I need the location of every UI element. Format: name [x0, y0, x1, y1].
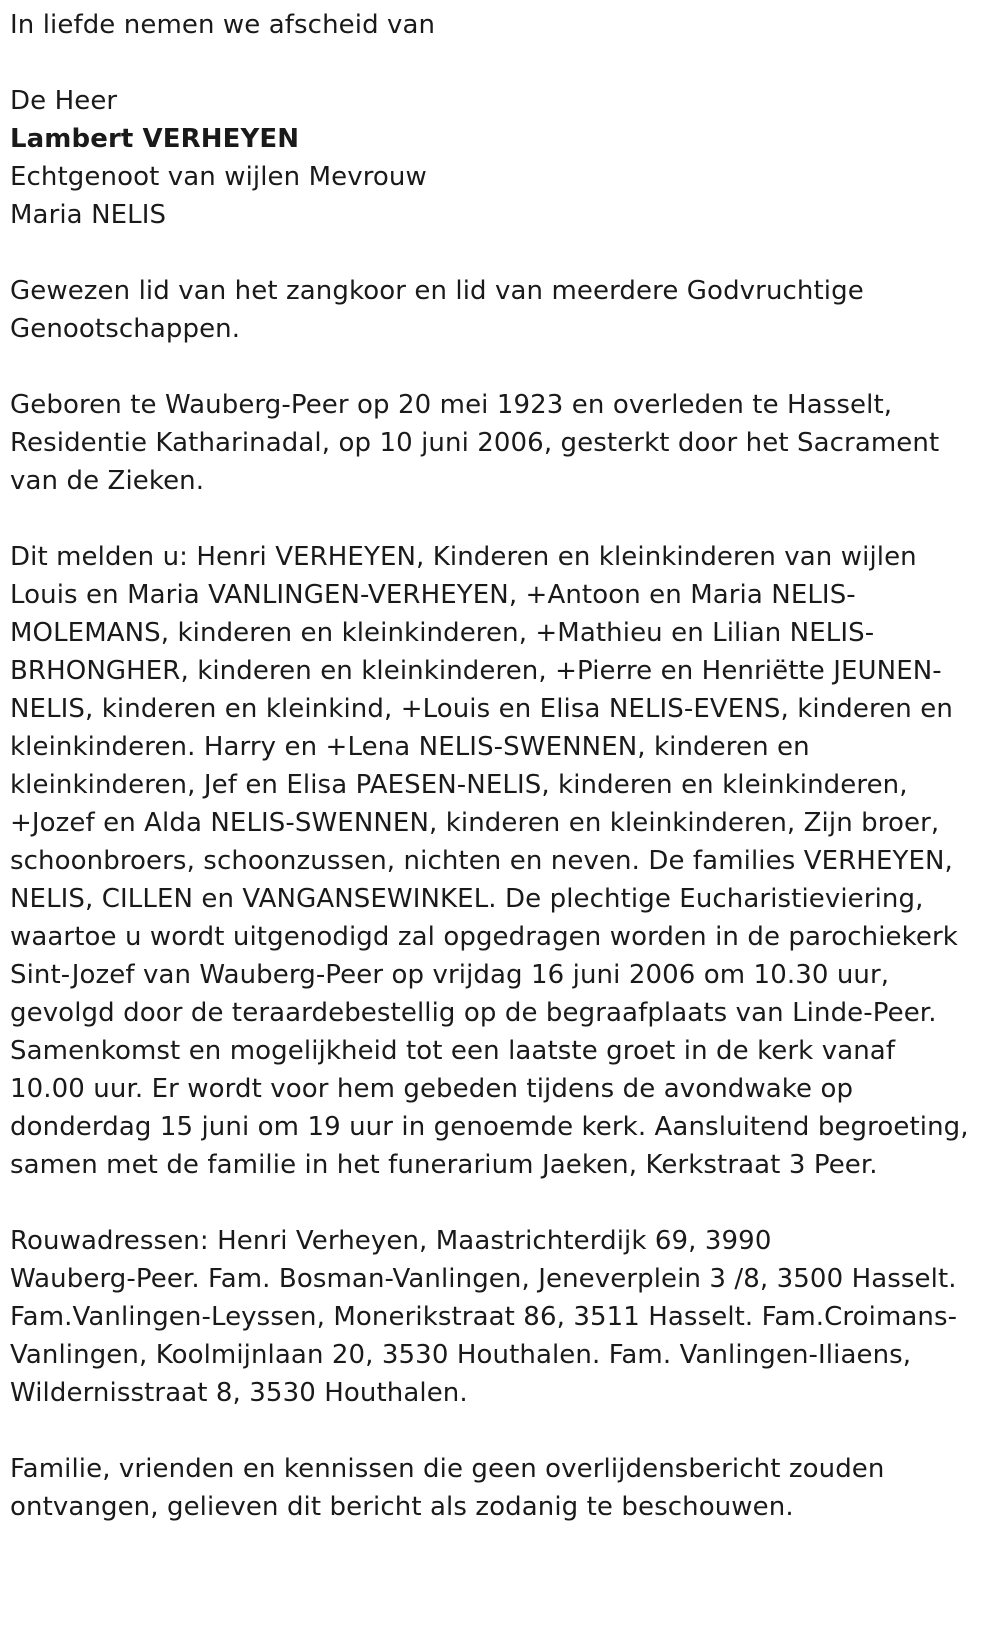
text-line: Samenkomst en mogelijkheid tot een laatste groet in de kerk vanaf: [10, 1036, 896, 1066]
text-line: kleinkinderen, Jef en Elisa PAESEN-NELIS, kinderen en kleinkinderen,: [10, 770, 908, 800]
text-line: NELIS, CILLEN en VANGANSEWINKEL. De plechtige Eucharistieviering,: [10, 884, 924, 914]
text-line: 10.00 uur. Er wordt voor hem gebeden tijdens de avondwake op: [10, 1074, 854, 1104]
closing-paragraph: [10, 1450, 990, 1526]
text-line: Sint-Jozef van Wauberg-Peer op vrijdag 16 juni 2006 om 10.30 uur,: [10, 960, 890, 990]
text-line: waartoe u wordt uitgenodigd zal opgedragen worden in de parochiekerk: [10, 922, 958, 952]
text-line: donderdag 15 juni om 19 uur in genoemde kerk. Aansluitend begroeting,: [10, 1112, 969, 1142]
text-line: samen met de familie in het funerarium Jaeken, Kerkstraat 3 Peer.: [10, 1150, 878, 1180]
spouse-line-1: Echtgenoot van wijlen Mevrouw: [10, 162, 427, 192]
text-line: Wauberg-Peer. Fam. Bosman-Vanlingen, Jeneverplein 3 /8, 3500 Hasselt.: [10, 1264, 957, 1294]
text-line: Vanlingen, Koolmijnlaan 20, 3530 Houthalen. Fam. Vanlingen-Iliaens,: [10, 1340, 912, 1370]
text-line: +Jozef en Alda NELIS-SWENNEN, kinderen en kleinkinderen, Zijn broer,: [10, 808, 940, 838]
spacer: [10, 234, 990, 272]
text-line: Rouwadressen: Henri Verheyen, Maastrichterdijk 69, 3990: [10, 1226, 772, 1256]
text-line: kleinkinderen. Harry en +Lena NELIS-SWENNEN, kinderen en: [10, 732, 810, 762]
text-line: van de Zieken.: [10, 466, 205, 496]
announcement-paragraph: [10, 538, 990, 1184]
text-line: Dit melden u: Henri VERHEYEN, Kinderen en kleinkinderen van wijlen: [10, 542, 917, 572]
spouse-line-2: Maria NELIS: [10, 200, 167, 230]
addresses-paragraph: [10, 1222, 990, 1412]
text-line: NELIS, kinderen en kleinkind, +Louis en Elisa NELIS-EVENS, kinderen en: [10, 694, 953, 724]
text-line: gevolgd door de teraardebestellig op de begraafplaats van Linde-Peer.: [10, 998, 937, 1028]
birth-death-paragraph: [10, 386, 990, 500]
spacer: [10, 348, 990, 386]
spacer: [10, 44, 990, 82]
text-line: BRHONGHER, kinderen en kleinkinderen, +Pierre en Henriëtte JEUNEN-: [10, 656, 942, 686]
membership-paragraph: [10, 272, 990, 348]
intro-text: In liefde nemen we afscheid van: [10, 10, 436, 40]
text-line: ontvangen, gelieven dit bericht als zodanig te beschouwen.: [10, 1492, 794, 1522]
title-text: De Heer: [10, 86, 118, 116]
text-line: Gewezen lid van het zangkoor en lid van meerdere Godvruchtige: [10, 276, 864, 306]
spacer: [10, 1184, 990, 1222]
spacer: [10, 1412, 990, 1450]
text-line: Genootschappen.: [10, 314, 241, 344]
text-line: schoonbroers, schoonzussen, nichten en neven. De families VERHEYEN,: [10, 846, 953, 876]
deceased-name: Lambert VERHEYEN: [10, 124, 300, 154]
text-line: Wildernisstraat 8, 3530 Houthalen.: [10, 1378, 468, 1408]
text-line: Fam.Vanlingen-Leyssen, Monerikstraat 86, 3511 Hasselt. Fam.Croimans-: [10, 1302, 958, 1332]
obituary-document: [10, 6, 990, 1526]
text-line: Geboren te Wauberg-Peer op 20 mei 1923 en overleden te Hasselt,: [10, 390, 893, 420]
text-line: Residentie Katharinadal, op 10 juni 2006, gesterkt door het Sacrament: [10, 428, 940, 458]
text-line: Familie, vrienden en kennissen die geen overlijdensbericht zouden: [10, 1454, 885, 1484]
text-line: MOLEMANS, kinderen en kleinkinderen, +Mathieu en Lilian NELIS-: [10, 618, 875, 648]
spacer: [10, 500, 990, 538]
text-line: Louis en Maria VANLINGEN-VERHEYEN, +Antoon en Maria NELIS-: [10, 580, 856, 610]
